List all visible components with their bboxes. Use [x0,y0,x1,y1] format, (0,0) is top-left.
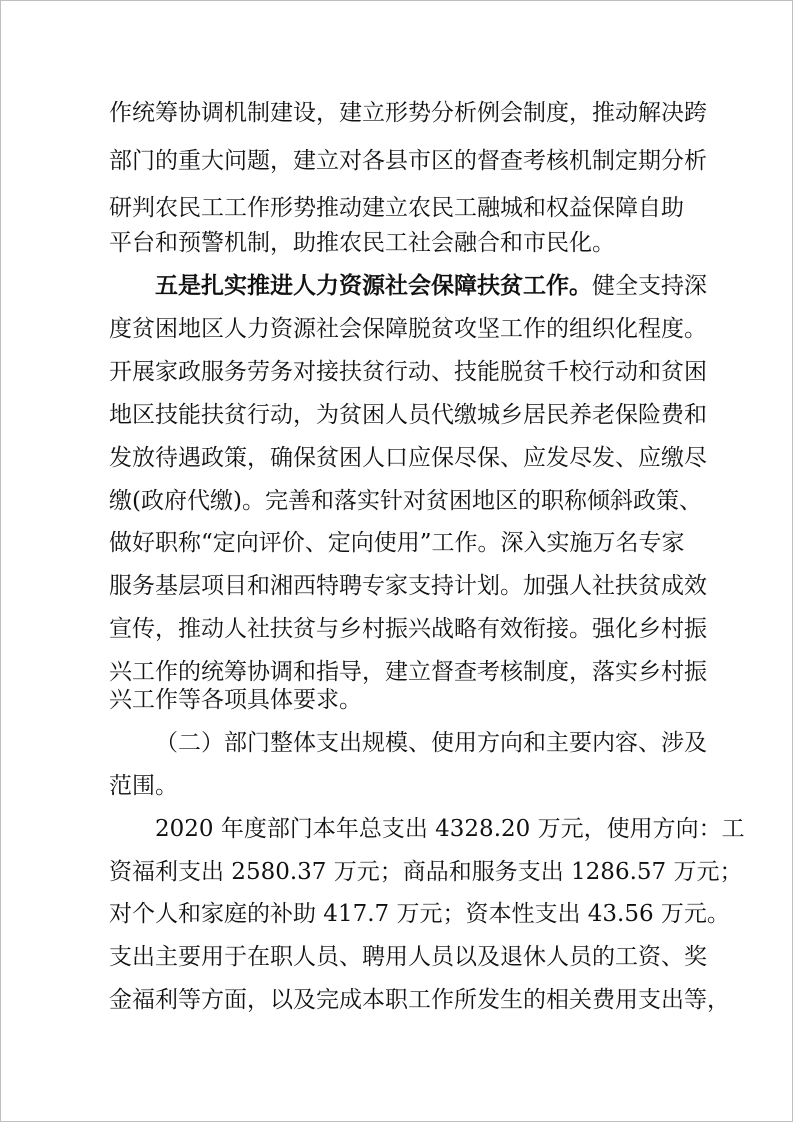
body-text-line: 2020 年度部门本年总支出 4328.20 万元，使用方向：工 [155,816,745,842]
body-text-line: 发放待遇政策，确保贫困人口应保尽保、应发尽发、应缴尽 [109,445,707,471]
body-text-line: 地区技能扶贫行动，为贫困人员代缴城乡居民养老保险费和 [109,402,707,428]
body-text-line: 兴工作的统筹协调和指导，建立督查考核制度，落实乡村振 [109,659,707,685]
body-text-line: 部门的重大问题，建立对各县市区的督查考核机制定期分析 [109,148,707,174]
body-text-line: 度贫困地区人力资源社会保障脱贫攻坚工作的组织化程度。 [109,316,707,342]
body-text-line: 支出主要用于在职人员、聘用人员以及退休人员的工资、奖 [109,944,707,970]
body-text-line: 兴工作等各项具体要求。 [109,687,362,713]
paragraph-text: 健全支持深 [592,273,707,299]
paragraph-five-first-line [155,271,707,301]
body-text-line: 资福利支出 2580.37 万元；商品和服务支出 1286.57 万元； [109,859,743,885]
section-heading: （二）部门整体支出规模、使用方向和主要内容、涉及 [155,730,707,756]
paragraph-lead-heading: 五是扎实推进人力资源社会保障扶贫工作。 [155,272,592,299]
body-text-line: 开展家政服务劳务对接扶贫行动、技能脱贫千校行动和贫困 [109,359,707,385]
body-text-line: 缴(政府代缴)。完善和落实针对贫困地区的职称倾斜政策、 [109,488,702,514]
body-text-line: 宣传，推动人社扶贫与乡村振兴战略有效衔接。强化乡村振 [109,616,707,642]
body-text-line: 做好职称“定向评价、定向使用”工作。深入实施万名专家 [109,530,685,556]
body-text-line: 研判农民工工作形势推动建立农民工融城和权益保障自助 [109,195,684,221]
body-text-line: 对个人和家庭的补助 417.7 万元；资本性支出 43.56 万元。 [109,901,730,927]
body-text-line: 金福利等方面，以及完成本职工作所发生的相关费用支出等， [109,987,730,1013]
body-text-line: 作统筹协调机制建设，建立形势分析例会制度，推动解决跨 [109,100,707,126]
body-text-line: 服务基层项目和湘西特聘专家支持计划。加强人社扶贫成效 [109,573,707,599]
body-text-line: 平台和预警机制，助推农民工社会融合和市民化。 [109,230,615,256]
section-heading-continued: 范围。 [109,773,178,799]
